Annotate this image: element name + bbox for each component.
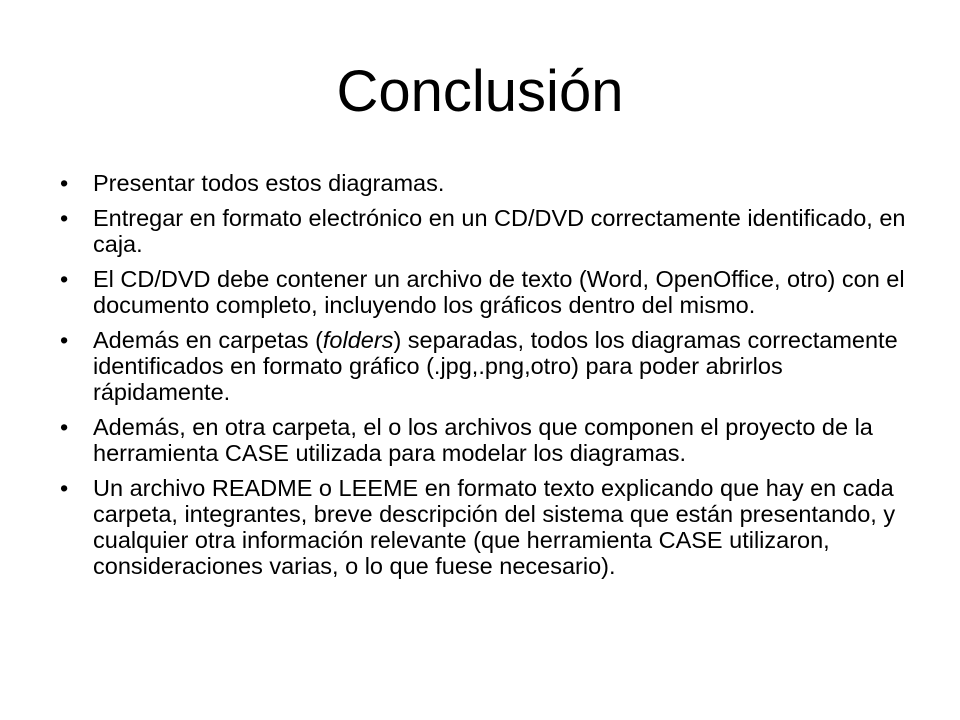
bullet-item [60,205,920,257]
bullet-item [60,475,920,579]
bullet-text-italic: folders [322,327,394,353]
bullet-text-after: ) separadas, todos los diagramas correctamente identificados en formato gráfico (.jpg,.png,otro) para poder abrirlos rápidamente. [93,327,898,405]
bullet-text: Un archivo README o LEEME en formato texto explicando que hay en cada carpeta, integrantes, breve descripción del sistema que están presentando, y cualquier otra información relevante (que herramienta CASE utilizaron, consideraciones varias, o lo que fuese necesario). [93,475,896,579]
bullet-text: Entregar en formato electrónico en un CD/DVD correctamente identificado, en caja. [93,205,906,257]
bullet-list [60,170,920,588]
bullet-dot-icon: • [60,327,69,353]
bullet-text-before: Además en carpetas ( [93,327,323,353]
slide-title: Conclusión [336,59,624,124]
bullet-dot-icon: • [60,414,69,440]
bullet-item [60,266,920,318]
bullet-text: Además, en otra carpeta, el o los archivos que componen el proyecto de la herramienta CASE utilizada para modelar los diagramas. [93,414,873,466]
bullet-item [60,170,920,196]
bullet-dot-icon: • [60,266,69,292]
bullet-dot-icon: • [60,475,69,501]
bullet-item [60,327,920,405]
bullet-dot-icon: • [60,205,69,231]
bullet-dot-icon: • [60,170,69,196]
bullet-text: El CD/DVD debe contener un archivo de texto (Word, OpenOffice, otro) con el documento completo, incluyendo los gráficos dentro del mismo. [93,266,905,318]
bullet-item [60,414,920,466]
bullet-text: Presentar todos estos diagramas. [93,170,445,196]
